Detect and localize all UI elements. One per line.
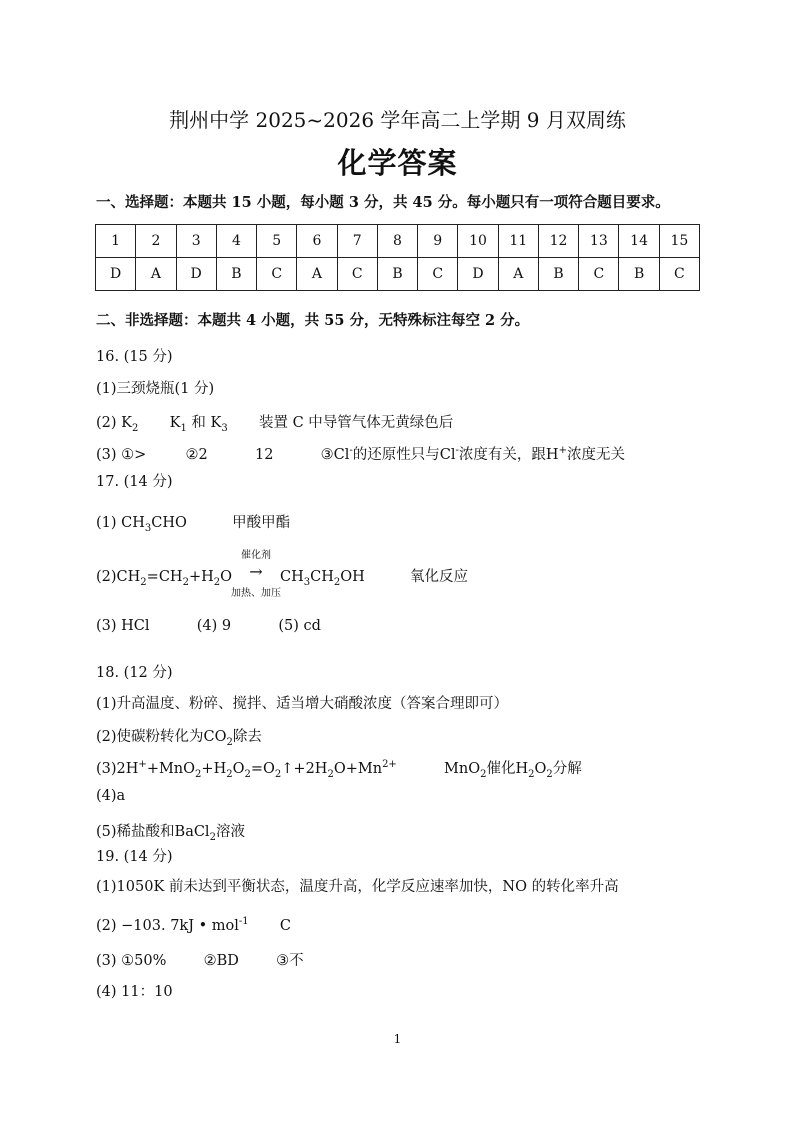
q19-part3-number: (3) [96, 953, 122, 969]
q16-part2-answer-a: K [121, 415, 132, 431]
q19-part2-a-t1-sup: -1 [238, 916, 249, 928]
q19-part4: (4) 11：10 [96, 984, 173, 1000]
q17-part2 [96, 550, 469, 599]
q17-part2-r-t3-sub: 2 [213, 576, 221, 588]
q16-part2-b-k1-sub: 1 [180, 422, 187, 434]
q16-part3-answer-d [321, 447, 625, 463]
q18-part4: (4)a [96, 788, 126, 804]
q18-note-t4: 分解 [552, 761, 582, 777]
q16-label: 16. (15 分) [96, 349, 173, 365]
q16-part3-answer-a: ①> [121, 447, 147, 463]
arrow-right-icon: → [249, 562, 263, 581]
q18-part2 [96, 725, 262, 746]
q18-eq-t5: =O [250, 761, 275, 777]
question-number-cell: 6 [297, 225, 337, 258]
q17-part1-number: (1) [96, 515, 122, 531]
answer-cell: D [96, 258, 136, 291]
q18-eq-t2-sub: 2 [195, 768, 202, 780]
question-number-cell: 4 [216, 225, 256, 258]
question-number-cell: 13 [579, 225, 619, 258]
q18-eq-t4-sub: 2 [244, 768, 251, 780]
answer-table-answer-row [96, 258, 700, 291]
q17-part2-r-t1-sub: 2 [140, 576, 147, 588]
q19-part1: (1)1050K 前未达到平衡状态，温度升高，化学反应速率加快，NO 的转化率升高 [96, 879, 619, 895]
q16-part3-d-t3: 浓度有关，跟H [458, 447, 559, 463]
question-number-cell: 9 [418, 225, 458, 258]
q16-part3-d-t1: ③Cl [320, 447, 350, 463]
q17-part1-answer-a [121, 515, 187, 534]
q16-part2-answer-b [169, 415, 228, 434]
answer-cell: C [337, 258, 377, 291]
section2-heading: 二、非选择题：本题共 4 小题，共 55 分，无特殊标注每空 2 分。 [96, 312, 530, 329]
q17-part2-p-t3: OH [340, 569, 365, 585]
answer-cell: C [579, 258, 619, 291]
q16-part2 [96, 411, 453, 432]
q18-part2-t1-sub: 2 [226, 736, 233, 748]
q16-part2-answer-c: 装置 C 中导管气体无黄绿色后 [258, 415, 454, 431]
q17-part2-r-t2: =CH [146, 569, 183, 585]
q18-part2-t2: 除去 [232, 729, 262, 745]
q17-part2-reactants [116, 569, 232, 588]
q18-eq-t7-sup: 2+ [382, 759, 397, 771]
q17-part2-product [280, 569, 365, 588]
q16-part3-d-t4: 浓度无关 [566, 447, 625, 463]
q16-part3-d-t2-sup: - [455, 445, 459, 457]
q17-part2-r-t3: +H [188, 569, 214, 585]
q18-note-t2: 催化H [486, 761, 529, 777]
q18-eq-t5-sub: 2 [274, 768, 282, 780]
q18-part3-note [444, 761, 582, 780]
q17-part2-r-t4: O [220, 569, 232, 585]
answer-cell: D [176, 258, 216, 291]
q18-part5-t1-sub: 2 [209, 831, 216, 843]
q18-part5-t1: (5)稀盐酸和BaCl [96, 824, 210, 840]
question-number-cell: 14 [619, 225, 659, 258]
q16-part3-answer-c: 12 [254, 447, 274, 463]
q17-part5: (5) cd [278, 618, 321, 634]
q18-part5 [96, 820, 245, 841]
q18-part3-equation [96, 759, 397, 780]
q18-eq-t7: O+Mn [333, 761, 383, 777]
q19-part3-answer-c: ③不 [276, 953, 304, 969]
q18-part2-t1: (2)使碳粉转化为CO [96, 729, 227, 745]
answer-cell: B [216, 258, 256, 291]
q19-part2-a-t1: (2) −103. 7kJ • mol [96, 918, 239, 934]
q18-eq-t1: (3)2H [96, 761, 139, 777]
q18-eq-t6: ↑+2H [281, 761, 328, 777]
document-subtitle: 化学答案 [337, 146, 458, 180]
q17-part1-a-t1-sub: 3 [144, 522, 152, 534]
q18-eq-t6-sub: 2 [327, 768, 334, 780]
answer-cell: B [377, 258, 417, 291]
q16-part2-b-and: 和 [186, 415, 211, 431]
q16-part2-b-k3-sub: 3 [221, 422, 228, 434]
question-number-cell: 8 [377, 225, 417, 258]
answer-cell: A [498, 258, 538, 291]
q16-part3-d-t3-sup: + [558, 445, 567, 457]
q17-part1-answer-b: 甲酸甲酯 [232, 515, 291, 531]
q19-part2-answer-a [96, 918, 249, 934]
question-number-cell: 1 [96, 225, 136, 258]
question-number-cell: 12 [538, 225, 578, 258]
q18-eq-t3-sub: 2 [226, 768, 233, 780]
q16-part2-b-k3: K [210, 415, 222, 431]
q17-part1 [96, 511, 290, 532]
q17-parts3-5 [96, 618, 321, 634]
q18-note-t2-sub: 2 [528, 768, 535, 780]
answer-cell: B [619, 258, 659, 291]
q17-part2-reaction-type: 氧化反应 [410, 569, 469, 585]
q19-part3-answer-a: ①50% [121, 953, 167, 969]
q18-part1: (1)升高温度、粉碎、搅拌、适当增大硝酸浓度（答案合理即可） [96, 696, 509, 712]
q18-label: 18. (12 分) [96, 665, 173, 681]
q16-part2-answer-a-sub: 2 [132, 422, 139, 434]
reaction-arrow [231, 550, 281, 599]
answer-cell: D [458, 258, 498, 291]
q17-label: 17. (14 分) [96, 474, 173, 490]
q18-part3 [96, 757, 582, 778]
q19-part3 [96, 949, 304, 970]
reaction-condition-label: 加热、加压 [231, 588, 281, 599]
answer-cell: C [659, 258, 699, 291]
q16-part1: (1)三颈烧瓶(1 分) [96, 381, 215, 397]
q17-part3: (3) HCl [96, 618, 150, 634]
question-number-cell: 15 [659, 225, 699, 258]
q16-part3-d-t1-sup: - [349, 445, 353, 457]
q19-part2 [96, 918, 291, 934]
answer-cell: C [418, 258, 458, 291]
q18-eq-t4: O [232, 761, 245, 777]
q17-part2-p-t2: CH [310, 569, 334, 585]
reaction-catalyst-label: 催化剂 [241, 550, 271, 561]
document-title: 荆州中学 2025~2026 学年高二上学期 9 月双周练 [169, 108, 626, 132]
page-number: 1 [393, 1032, 402, 1046]
answer-cell: C [257, 258, 297, 291]
q19-part2-answer-b: C [279, 918, 291, 934]
section1-heading: 一、选择题：本题共 15 小题，每小题 3 分，共 45 分。每小题只有一项符合题目要求。 [96, 194, 670, 211]
q18-part5-t2: 溶液 [215, 824, 245, 840]
q17-part2-number: (2) [96, 569, 117, 585]
answer-cell: A [297, 258, 337, 291]
answer-table [95, 224, 700, 291]
q16-part3 [96, 443, 625, 464]
q18-eq-t1-sup: + [138, 759, 147, 771]
q16-part2-number: (2) [96, 415, 122, 431]
answer-table-number-row [96, 225, 700, 258]
q18-note-t3-sub: 2 [546, 768, 553, 780]
question-number-cell: 10 [458, 225, 498, 258]
q16-part3-answer-b: ②2 [185, 447, 208, 463]
q16-part3-number: (3) [96, 447, 122, 463]
q17-part2-r-t1: CH [116, 569, 141, 585]
question-number-cell: 5 [257, 225, 297, 258]
q18-eq-t2: +MnO [146, 761, 196, 777]
question-number-cell: 3 [176, 225, 216, 258]
q18-eq-t3: +H [201, 761, 227, 777]
q18-note-t1: MnO [444, 761, 481, 777]
q17-part1-a-t1: CH [121, 515, 145, 531]
q17-part4: (4) 9 [196, 618, 232, 634]
q17-part2-p-t1: CH [280, 569, 304, 585]
q17-part2-p-t1-sub: 3 [303, 576, 311, 588]
q17-part2-r-t2-sub: 2 [182, 576, 189, 588]
question-number-cell: 2 [136, 225, 176, 258]
question-number-cell: 7 [337, 225, 377, 258]
question-number-cell: 11 [498, 225, 538, 258]
q17-part1-a-t2: CHO [151, 515, 187, 531]
q17-part2-p-t2-sub: 2 [333, 576, 341, 588]
q19-label: 19. (14 分) [96, 849, 173, 865]
answer-cell: B [538, 258, 578, 291]
q18-note-t3: O [534, 761, 547, 777]
q18-note-t1-sub: 2 [480, 768, 487, 780]
q19-part3-answer-b: ②BD [203, 953, 239, 969]
q16-part3-d-t2: 的还原性只与Cl [352, 447, 456, 463]
q16-part2-b-k1: K [169, 415, 181, 431]
answer-cell: A [136, 258, 176, 291]
